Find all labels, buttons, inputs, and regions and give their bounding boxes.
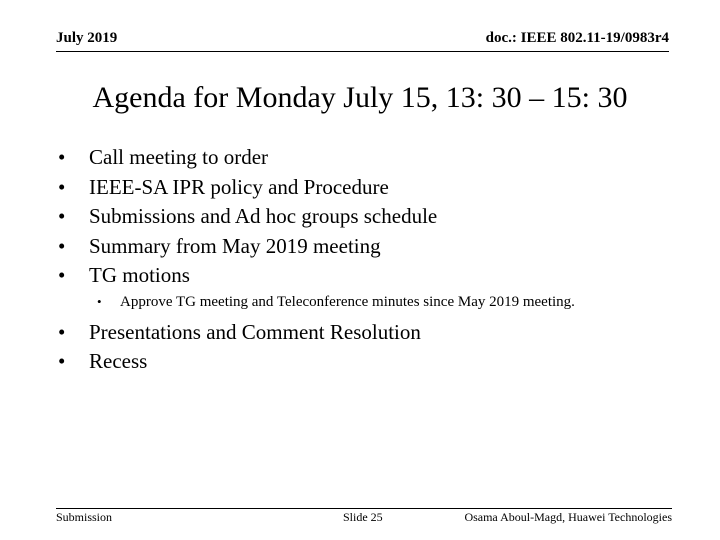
agenda-sub-item <box>58 294 678 310</box>
header-doc-id: doc.: IEEE 802.11-19/0983r4 <box>485 30 669 46</box>
header-date: July 2019 <box>56 30 118 46</box>
sub-bullet-icon: • <box>97 293 102 309</box>
bullet-icon: • <box>58 319 66 344</box>
footer-submission: Submission <box>56 510 113 524</box>
bullet-icon: • <box>58 263 66 287</box>
slide-title: Agenda for Monday July 15, 13: 30 – 15: 30 <box>92 81 628 114</box>
agenda-item-text: Summary from May 2019 meeting <box>89 233 381 258</box>
agenda-item <box>58 143 678 173</box>
agenda-item <box>58 261 678 291</box>
agenda-item-text: IEEE-SA IPR policy and Procedure <box>89 174 389 199</box>
bullet-icon: • <box>58 145 66 169</box>
bullet-icon: • <box>58 349 66 373</box>
agenda-item-text: TG motions <box>89 263 190 287</box>
agenda-item-text: Submissions and Ad hoc groups schedule <box>89 204 438 228</box>
bullet-icon: • <box>58 204 66 228</box>
bullet-icon: • <box>58 174 66 199</box>
footer-divider <box>56 508 672 509</box>
footer-slide-number: Slide 25 <box>343 510 383 524</box>
footer-author: Osama Aboul-Magd, Huawei Technologies <box>464 510 672 524</box>
agenda-item <box>58 232 678 262</box>
header-divider <box>56 51 669 52</box>
agenda-list <box>58 143 678 377</box>
agenda-item-text: Presentations and Comment Resolution <box>89 319 421 344</box>
agenda-sub-item-text: Approve TG meeting and Teleconference minutes since May 2019 meeting. <box>120 293 575 310</box>
agenda-item <box>58 173 678 203</box>
agenda-item-text: Recess <box>89 349 148 373</box>
agenda-item <box>58 202 678 232</box>
agenda-item <box>58 347 678 377</box>
agenda-item-text: Call meeting to order <box>89 145 269 169</box>
bullet-icon: • <box>58 233 66 258</box>
agenda-item <box>58 318 678 348</box>
